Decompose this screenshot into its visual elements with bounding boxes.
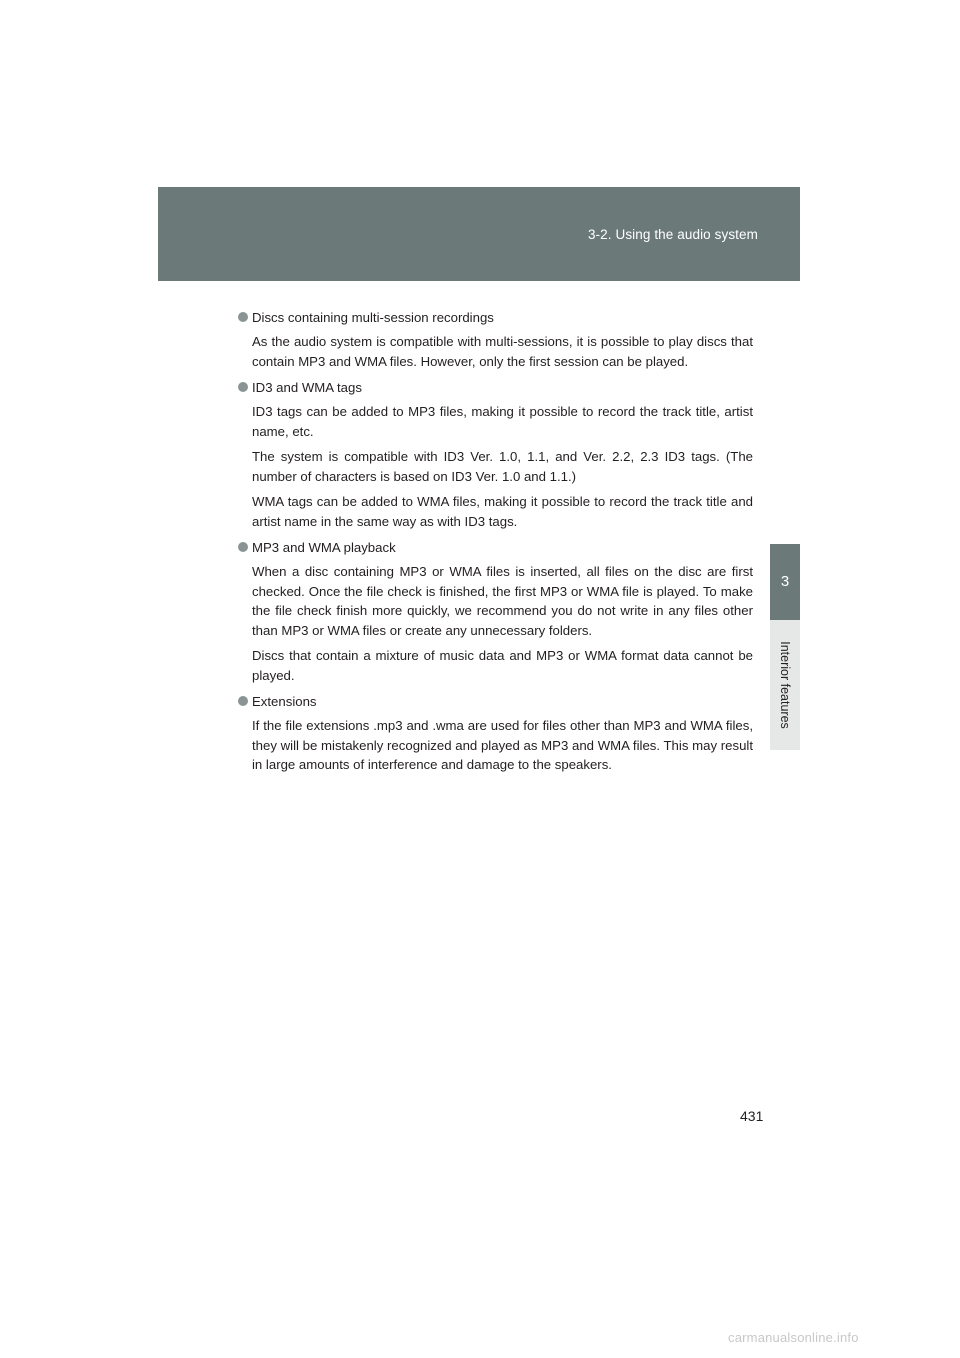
section-header-band bbox=[158, 187, 800, 281]
section-extensions bbox=[238, 691, 753, 775]
section-heading bbox=[238, 691, 753, 712]
paragraph: The system is compatible with ID3 Ver. 1.0, 1.1, and Ver. 2.2, 2.3 ID3 tags. (The number of characters is based on ID3 Ver. 1.0 and 1.1.) bbox=[252, 449, 753, 484]
section-heading bbox=[238, 537, 753, 558]
heading-text: ID3 and WMA tags bbox=[252, 380, 362, 395]
heading-text: Extensions bbox=[252, 694, 317, 709]
section-mp3-wma-playback bbox=[238, 537, 753, 685]
section-multi-session bbox=[238, 307, 753, 371]
paragraph: WMA tags can be added to WMA files, making it possible to record the track title and artist name in the same way as with ID3 tags. bbox=[252, 494, 753, 529]
paragraph: When a disc containing MP3 or WMA files is inserted, all files on the disc are first checked. Once the file check is finished, the first MP3 or WMA file is played. To make the file check finish more quickly, we recommend you do not write in any files other than MP3 or WMA files or create any unnecessary folders. bbox=[252, 564, 753, 638]
paragraph: If the file extensions .mp3 and .wma are used for files other than MP3 and WMA files, they will be mistakenly recognized and played as MP3 and WMA files. This may result in large amounts of interference and damage to the speakers. bbox=[252, 718, 753, 772]
bullet-dot-icon bbox=[238, 696, 248, 706]
chapter-label-tab bbox=[770, 620, 800, 750]
paragraph: ID3 tags can be added to MP3 files, making it possible to record the track title, artist name, etc. bbox=[252, 404, 753, 439]
bullet-dot-icon bbox=[238, 542, 248, 552]
chapter-label: Interior features bbox=[778, 641, 792, 729]
bullet-dot-icon bbox=[238, 312, 248, 322]
bullet-dot-icon bbox=[238, 382, 248, 392]
paragraph: As the audio system is compatible with multi-sessions, it is possible to play discs that contain MP3 and WMA files. However, only the first session can be played. bbox=[252, 334, 753, 369]
main-content bbox=[238, 307, 753, 781]
page-number: 431 bbox=[740, 1108, 764, 1124]
section-title: 3-2. Using the audio system bbox=[587, 227, 758, 242]
paragraph: Discs that contain a mixture of music data and MP3 or WMA format data cannot be played. bbox=[252, 648, 753, 683]
section-heading bbox=[238, 307, 753, 328]
heading-text: MP3 and WMA playback bbox=[252, 540, 396, 555]
chapter-number-tab: 3 bbox=[770, 544, 800, 620]
section-id3-wma-tags bbox=[238, 377, 753, 531]
heading-text: Discs containing multi-session recordings bbox=[252, 310, 494, 325]
section-heading bbox=[238, 377, 753, 398]
watermark-text: carmanualsonline.info bbox=[728, 1330, 859, 1345]
